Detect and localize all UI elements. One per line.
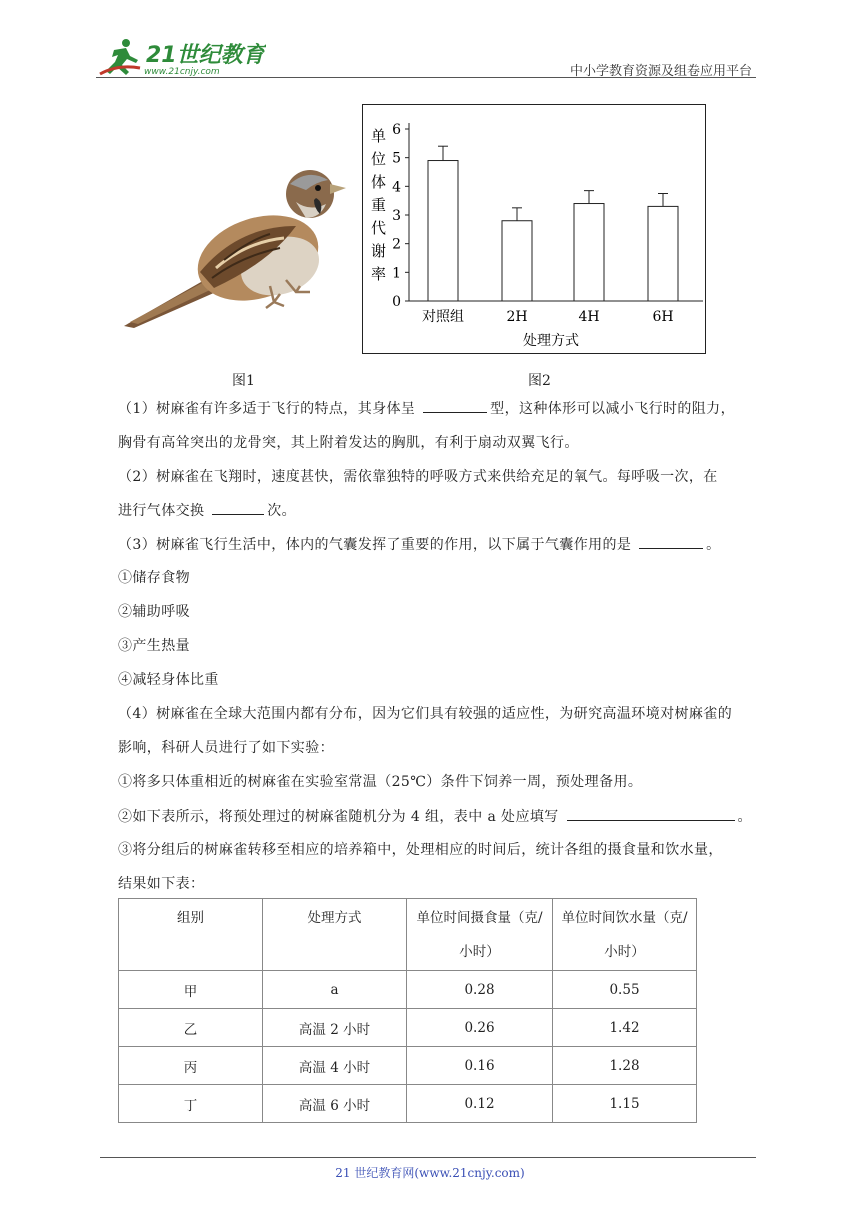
y-tick-label: 5 bbox=[392, 150, 401, 167]
question-2-line2 bbox=[118, 500, 296, 521]
question-2-line1: （2）树麻雀在飞翔时，速度甚快，需依靠独特的呼吸方式来供给充足的氧气。每呼吸一次，在 bbox=[118, 469, 718, 485]
x-tick-label: 4H bbox=[578, 309, 600, 325]
table-cell: 1.15 bbox=[553, 1085, 697, 1123]
question-4-step2-text: ②如下表所示，将预处理过的树麻雀随机分为 4 组，表中 a 处应填写 bbox=[118, 809, 559, 825]
table-header-row bbox=[119, 899, 697, 971]
table-cell: 0.55 bbox=[553, 971, 697, 1009]
y-tick-label: 2 bbox=[392, 236, 401, 253]
y-tick-label: 4 bbox=[392, 179, 401, 196]
figure1-caption: 图1 bbox=[232, 373, 255, 389]
y-tick-label: 1 bbox=[392, 265, 401, 282]
results-table bbox=[118, 898, 697, 1123]
sparrow-image bbox=[120, 168, 350, 330]
table-header-cell: 处理方式 bbox=[263, 899, 407, 971]
question-1-text-a: （1）树麻雀有许多适于飞行的特点，其身体呈 bbox=[118, 401, 416, 417]
question-2-text-c: 次。 bbox=[267, 503, 297, 519]
question-2-text-b: 进行气体交换 bbox=[118, 503, 205, 519]
header-divider bbox=[96, 77, 756, 78]
q3-option-4: ④减轻身体比重 bbox=[118, 672, 219, 688]
table-row bbox=[119, 1085, 697, 1123]
q3-option-1: ①储存食物 bbox=[118, 570, 190, 586]
bar bbox=[428, 161, 458, 301]
y-axis-label bbox=[371, 127, 386, 283]
footer-text: 21 世纪教育网(www.21cnjy.com) bbox=[335, 1166, 525, 1180]
question-1-line1 bbox=[118, 398, 735, 419]
question-4-step2 bbox=[118, 806, 752, 827]
table-cell: 乙 bbox=[119, 1009, 263, 1047]
table-cell: 丙 bbox=[119, 1047, 263, 1085]
table-header-cell: 单位时间饮水量（克/ 小时） bbox=[553, 899, 697, 971]
x-tick-label: 2H bbox=[506, 309, 528, 325]
table-cell: 甲 bbox=[119, 971, 263, 1009]
table-cell: 0.12 bbox=[407, 1085, 553, 1123]
table-row bbox=[119, 1047, 697, 1085]
table-header-cell: 组别 bbox=[119, 899, 263, 971]
table-cell: a bbox=[263, 971, 407, 1009]
platform-name: 中小学教育资源及组卷应用平台 bbox=[570, 64, 753, 79]
x-axis-label: 处理方式 bbox=[523, 333, 579, 349]
runner-icon bbox=[100, 39, 140, 75]
y-tick-label: 0 bbox=[392, 294, 401, 310]
chart-svg bbox=[363, 105, 707, 355]
question-4-step3b: 结果如下表： bbox=[118, 876, 205, 892]
logo-url: www.21cnjy.com bbox=[144, 67, 220, 77]
logo-title: 21世纪教育 bbox=[146, 43, 265, 68]
footer-divider bbox=[100, 1157, 756, 1158]
y-tick-label: 6 bbox=[392, 122, 401, 138]
table-cell: 0.28 bbox=[407, 971, 553, 1009]
bar bbox=[648, 206, 678, 301]
x-tick-label: 对照组 bbox=[422, 309, 464, 325]
question-1-text-b: 型，这种体形可以减小飞行时的阻力， bbox=[490, 401, 735, 417]
q3-option-2: ②辅助呼吸 bbox=[118, 604, 190, 620]
answer-blank-q2[interactable] bbox=[212, 500, 264, 515]
answer-blank-q1[interactable] bbox=[423, 398, 487, 413]
table-cell: 0.16 bbox=[407, 1047, 553, 1085]
question-4-line2: 影响，科研人员进行了如下实验： bbox=[118, 740, 334, 756]
y-tick-label: 3 bbox=[392, 208, 401, 224]
y-axis-label-text: 单位体重代谢率 bbox=[371, 127, 387, 283]
table-row bbox=[119, 971, 697, 1009]
question-3-end: 。 bbox=[706, 537, 721, 553]
question-3-line1 bbox=[118, 534, 721, 555]
question-1-line2: 胸骨有高耸突出的龙骨突，其上附着发达的胸肌，有利于扇动双翼飞行。 bbox=[118, 435, 579, 451]
table-cell: 高温 6 小时 bbox=[263, 1085, 407, 1123]
bar bbox=[502, 221, 532, 301]
table-cell: 高温 2 小时 bbox=[263, 1009, 407, 1047]
q3-option-3: ③产生热量 bbox=[118, 638, 190, 654]
table-cell: 高温 4 小时 bbox=[263, 1047, 407, 1085]
bar bbox=[574, 204, 604, 301]
table-cell: 1.28 bbox=[553, 1047, 697, 1085]
table-cell: 1.42 bbox=[553, 1009, 697, 1047]
table-cell: 0.26 bbox=[407, 1009, 553, 1047]
figure2-caption: 图2 bbox=[528, 373, 551, 389]
table-header-cell: 单位时间摄食量（克/ 小时） bbox=[407, 899, 553, 971]
question-4-step1: ①将多只体重相近的树麻雀在实验室常温（25℃）条件下饲养一周，预处理备用。 bbox=[118, 774, 643, 790]
question-3-text: （3）树麻雀飞行生活中，体内的气囊发挥了重要的作用，以下属于气囊作用的是 bbox=[118, 537, 632, 553]
question-4-step3: ③将分组后的树麻雀转移至相应的培养箱中，处理相应的时间后，统计各组的摄食量和饮水量， bbox=[118, 842, 723, 858]
answer-blank-q3[interactable] bbox=[639, 534, 703, 549]
question-4-line1: （4）树麻雀在全球大范围内都有分布，因为它们具有较强的适应性，为研究高温环境对树麻雀的 bbox=[118, 706, 733, 722]
answer-blank-q4[interactable] bbox=[567, 806, 735, 821]
table-row bbox=[119, 1009, 697, 1047]
question-4-step2-end: 。 bbox=[737, 809, 752, 825]
metabolic-rate-chart bbox=[362, 104, 706, 354]
x-tick-label: 6H bbox=[652, 309, 674, 325]
table-cell: 丁 bbox=[119, 1085, 263, 1123]
